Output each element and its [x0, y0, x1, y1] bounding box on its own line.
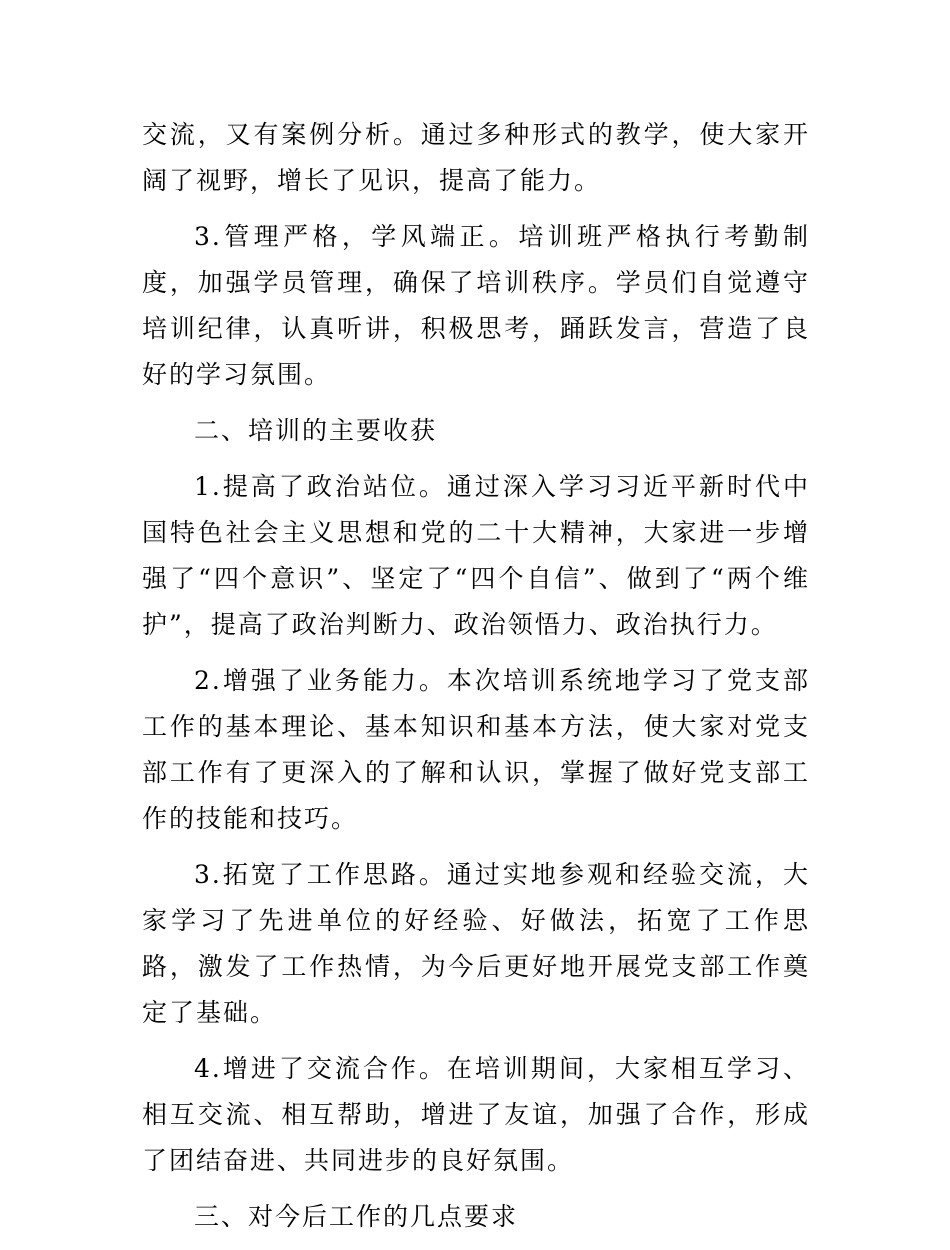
paragraph-work-ideas: 3.拓宽了工作思路。通过实地参观和经验交流，大家学习了先进单位的好经验、好做法，拓宽了工作思路，激发了工作热情，为今后更好地开展党支部工作奠定了基础。 — [142, 860, 810, 1027]
paragraph-business-ability: 2.增强了业务能力。本次培训系统地学习了党支部工作的基本理论、基本知识和基本方法，使大家对党支部工作有了更深入的了解和认识，掌握了做好党支部工作的技能和技巧。 — [142, 666, 810, 833]
paragraph-exchange-cooperation: 4.增进了交流合作。在培训期间，大家相互学习、相互交流、相互帮助，增进了友谊，加强了合作，形成了团结奋进、共同进步的良好氛围。 — [142, 1054, 810, 1175]
section-heading-gains: 二、培训的主要收获 — [194, 416, 438, 445]
paragraph-political-stance: 1.提高了政治站位。通过深入学习习近平新时代中国特色社会主义思想和党的二十大精神，大家进一步增强了“四个意识”、坚定了“四个自信”、做到了“两个维护”，提高了政治判断力、政治领悟力、政治执行力。 — [142, 472, 810, 639]
paragraph-continuation: 交流，又有案例分析。通过多种形式的教学，使大家开阔了视野，增长了见识，提高了能力。 — [142, 120, 810, 195]
document-page — [142, 112, 810, 1250]
paragraph-management: 3.管理严格，学风端正。培训班严格执行考勤制度，加强学员管理，确保了培训秩序。学员们自觉遵守培训纪律，认真听讲，积极思考，踊跃发言，营造了良好的学习氛围。 — [142, 222, 810, 389]
section-heading-requirements: 三、对今后工作的几点要求 — [194, 1202, 519, 1231]
